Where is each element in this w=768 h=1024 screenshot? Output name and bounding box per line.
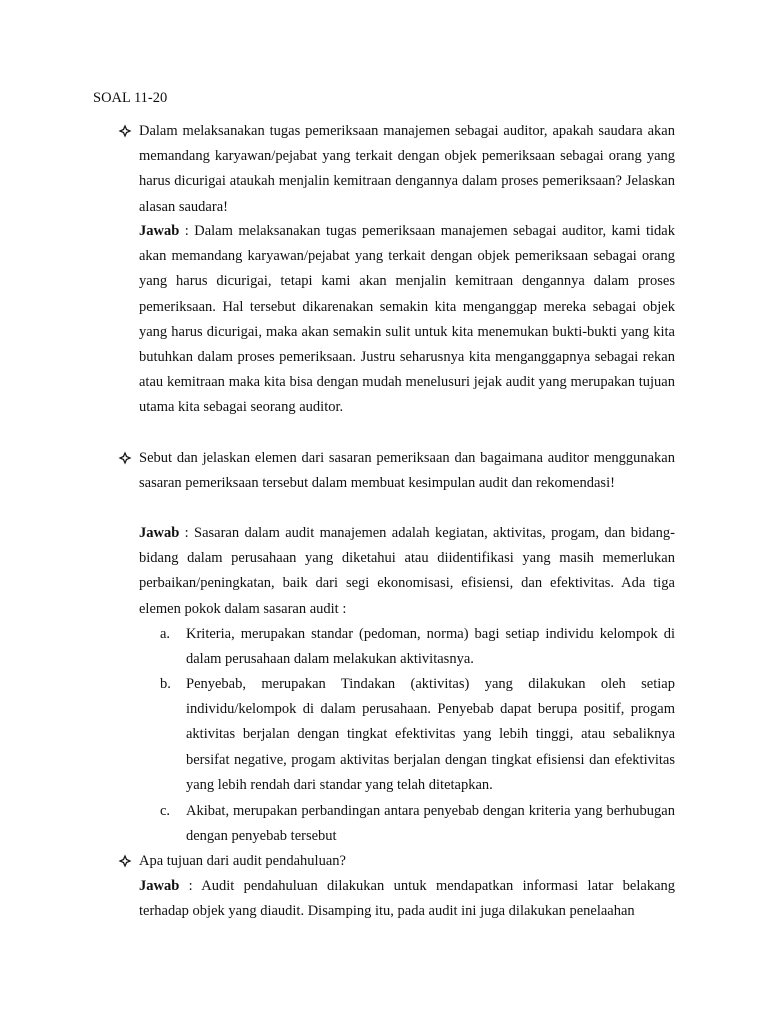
- question-2: Sebut dan jelaskan elemen dari sasaran pemeriksaan dan bagaimana auditor menggunakan sasaran pemeriksaan tersebut dalam membuat kesimpulan audit dan rekomendasi!: [139, 450, 675, 492]
- answer-3-text: : Audit pendahuluan dilakukan untuk mendapatkan informasi latar belakang terhadap objek yang diaudit. Disamping itu, pada audit ini juga dilakukan penelaahan: [139, 878, 675, 920]
- answer-2-text: : Sasaran dalam audit manajemen adalah kegiatan, aktivitas, progam, dan bidang-bidang dalam perusahaan yang diketahui atau diidentifikasi yang masih memerlukan perbaikan/peningkatan, baik dari segi ekonomisasi, efisiensi, dan efektivitas. Ada tiga elemen pokok dalam sasaran audit :: [139, 525, 675, 617]
- diamond-bullet-icon: [118, 124, 132, 138]
- jawab-label: Jawab: [139, 525, 180, 541]
- answer-3: [139, 874, 675, 924]
- diamond-bullet-icon: [118, 854, 132, 868]
- answer-2: [139, 521, 675, 622]
- list-item-text: Akibat, merupakan perbandingan antara penyebab dengan kriteria yang berhubugan dengan penyebab tersebut: [186, 803, 675, 845]
- answer-1: [139, 219, 675, 421]
- list-item-text: Penyebab, merupakan Tindakan (aktivitas) yang dilakukan oleh setiap individu/kelompok di dalam perusahaan. Penyebab dapat berupa positif, progam aktivitas berjalan dengan tingkat efektivitas yang lebih tinggi, atau sebaliknya bersifat negative, progam aktivitas berjalan dengan tingkat efisiensi dan efektivitas yang lebih rendah dari standar yang telah ditetapkan.: [186, 676, 675, 793]
- diamond-bullet-icon: [118, 451, 132, 465]
- jawab-label: Jawab: [139, 878, 180, 894]
- list-marker: a.: [160, 626, 171, 642]
- list-marker: c.: [160, 803, 171, 819]
- question-1: Dalam melaksanakan tugas pemeriksaan manajemen sebagai auditor, apakah saudara akan memandang karyawan/pejabat yang terkait dengan objek pemeriksaan sebagai orang yang harus dicurigai ataukah menjalin kemitraan dengannya dalam proses pemeriksaan? Jelaskan alasan saudara!: [139, 123, 675, 215]
- question-3: Apa tujuan dari audit pendahuluan?: [139, 853, 346, 869]
- list-marker: b.: [160, 676, 171, 692]
- document-title: SOAL 11-20: [93, 90, 168, 106]
- list-item-text: Kriteria, merupakan standar (pedoman, norma) bagi setiap individu kelompok di dalam perusahaan dalam melakukan aktivitasnya.: [186, 626, 675, 668]
- jawab-label: Jawab: [139, 223, 180, 239]
- answer-1-text: : Dalam melaksanakan tugas pemeriksaan manajemen sebagai auditor, kami tidak akan memandang karyawan/pejabat yang terkait dengan objek pemeriksaan sebagai orang yang harus dicurigai, tetapi kami akan menjalin kemitraan dengannya dalam proses pemeriksaan. Hal tersebut dikarenakan semakin kita menganggap mereka sebagai objek yang harus dicurigai, maka akan semakin sulit untuk kita menemukan bukti-bukti yang kita butuhkan dalam proses pemeriksaan. Justru seharusnya kita menganggapnya sebagai rekan atau kemitraan maka kita bisa dengan mudah menelusuri jejak audit yang merupakan tujuan utama kita sebagai seorang auditor.: [139, 223, 675, 416]
